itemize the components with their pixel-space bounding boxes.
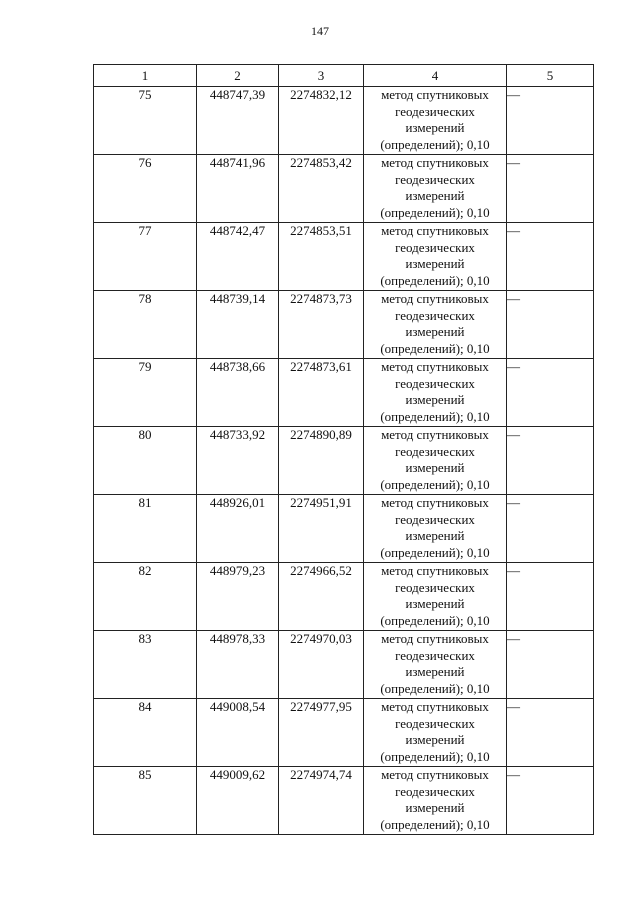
y-coordinate-cell: 2274873,73 [279,291,364,359]
method-cell: метод спутниковых геодезических измерений (определений); 0,10 [364,155,507,223]
note-cell: — [507,427,594,495]
y-coordinate-cell: 2274853,42 [279,155,364,223]
point-number-cell: 83 [94,631,197,699]
y-coordinate-cell: 2274951,91 [279,495,364,563]
point-number-cell: 79 [94,359,197,427]
table-row [94,223,594,291]
table-row [94,359,594,427]
method-cell: метод спутниковых геодезических измерений (определений); 0,10 [364,291,507,359]
y-coordinate-cell: 2274974,74 [279,767,364,835]
method-cell: метод спутниковых геодезических измерений (определений); 0,10 [364,359,507,427]
table-body [94,87,594,835]
point-number-cell: 85 [94,767,197,835]
x-coordinate-cell: 448733,92 [197,427,279,495]
header-col-2: 2 [197,65,279,87]
table-row [94,563,594,631]
y-coordinate-cell: 2274977,95 [279,699,364,767]
header-col-1: 1 [94,65,197,87]
x-coordinate-cell: 449008,54 [197,699,279,767]
table-row [94,427,594,495]
y-coordinate-cell: 2274873,61 [279,359,364,427]
y-coordinate-cell: 2274890,89 [279,427,364,495]
table-row [94,155,594,223]
table-header-row [94,65,594,87]
note-cell: — [507,155,594,223]
table-row [94,495,594,563]
x-coordinate-cell: 449009,62 [197,767,279,835]
note-cell: — [507,631,594,699]
page-number: 147 [311,24,329,38]
point-number-cell: 78 [94,291,197,359]
table-row [94,631,594,699]
header-col-3: 3 [279,65,364,87]
note-cell: — [507,223,594,291]
y-coordinate-cell: 2274832,12 [279,87,364,155]
table-row [94,291,594,359]
x-coordinate-cell: 448926,01 [197,495,279,563]
x-coordinate-cell: 448738,66 [197,359,279,427]
point-number-cell: 76 [94,155,197,223]
y-coordinate-cell: 2274853,51 [279,223,364,291]
method-cell: метод спутниковых геодезических измерений (определений); 0,10 [364,223,507,291]
note-cell: — [507,563,594,631]
x-coordinate-cell: 448747,39 [197,87,279,155]
point-number-cell: 77 [94,223,197,291]
note-cell: — [507,87,594,155]
x-coordinate-cell: 448979,23 [197,563,279,631]
note-cell: — [507,359,594,427]
method-cell: метод спутниковых геодезических измерений (определений); 0,10 [364,87,507,155]
note-cell: — [507,699,594,767]
note-cell: — [507,767,594,835]
method-cell: метод спутниковых геодезических измерений (определений); 0,10 [364,427,507,495]
x-coordinate-cell: 448739,14 [197,291,279,359]
y-coordinate-cell: 2274966,52 [279,563,364,631]
table-row [94,767,594,835]
method-cell: метод спутниковых геодезических измерений (определений); 0,10 [364,563,507,631]
header-col-4: 4 [364,65,507,87]
table-row [94,87,594,155]
y-coordinate-cell: 2274970,03 [279,631,364,699]
point-number-cell: 80 [94,427,197,495]
table-row [94,699,594,767]
method-cell: метод спутниковых геодезических измерений (определений); 0,10 [364,699,507,767]
method-cell: метод спутниковых геодезических измерений (определений); 0,10 [364,631,507,699]
x-coordinate-cell: 448978,33 [197,631,279,699]
coordinates-table [93,64,594,835]
x-coordinate-cell: 448742,47 [197,223,279,291]
point-number-cell: 75 [94,87,197,155]
header-col-5: 5 [507,65,594,87]
note-cell: — [507,495,594,563]
point-number-cell: 81 [94,495,197,563]
method-cell: метод спутниковых геодезических измерений (определений); 0,10 [364,495,507,563]
point-number-cell: 82 [94,563,197,631]
point-number-cell: 84 [94,699,197,767]
method-cell: метод спутниковых геодезических измерений (определений); 0,10 [364,767,507,835]
note-cell: — [507,291,594,359]
x-coordinate-cell: 448741,96 [197,155,279,223]
